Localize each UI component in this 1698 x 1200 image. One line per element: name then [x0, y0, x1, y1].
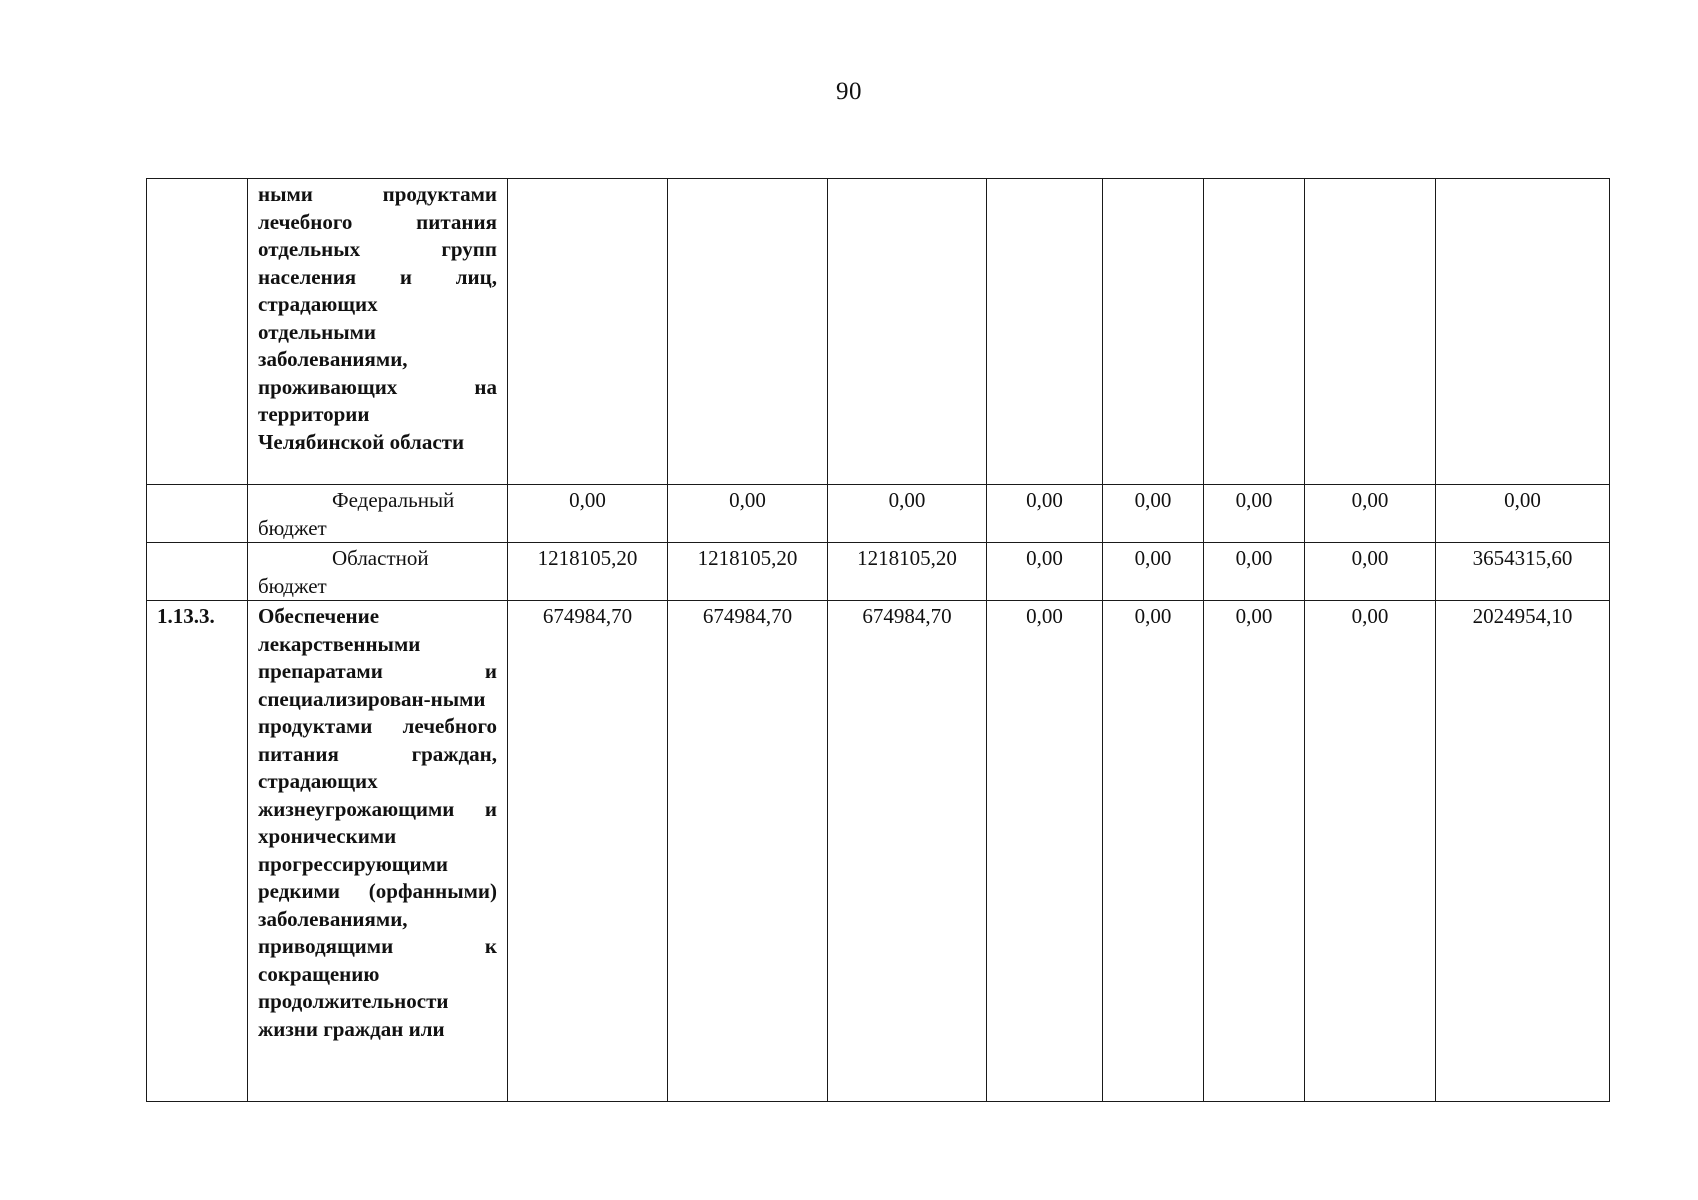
page-number: 90 [836, 78, 862, 105]
item-code-cell [147, 485, 248, 543]
total-cell: 0,00 [1436, 485, 1610, 543]
funding-source-label: Федеральный [332, 488, 455, 512]
value-cell: 674984,70 [508, 601, 668, 1102]
value-cell [828, 179, 987, 485]
value-cell: 0,00 [1103, 601, 1204, 1102]
item-description-cell: ными продуктами лечебного питания отдельных групп населения и лиц, страдающих отдельными заболеваниями, проживающих на территории Челябинской области [248, 179, 508, 485]
total-cell: 2024954,10 [1436, 601, 1610, 1102]
table-row [147, 485, 1610, 543]
value-cell [1204, 179, 1305, 485]
total-cell: 3654315,60 [1436, 543, 1610, 601]
item-code-cell [147, 543, 248, 601]
value-cell: 0,00 [668, 485, 828, 543]
total-cell [1436, 179, 1610, 485]
funding-source-label-cont: бюджет [258, 515, 327, 540]
value-cell: 0,00 [508, 485, 668, 543]
value-cell: 0,00 [828, 485, 987, 543]
value-cell [1305, 179, 1436, 485]
item-code-cell: 1.13.3. [147, 601, 248, 1102]
value-cell: 1218105,20 [508, 543, 668, 601]
value-cell: 0,00 [987, 601, 1103, 1102]
item-description-cell: Обеспечение лекарственными препаратами и специализирован-ными продуктами лечебного питания граждан, страдающих жизнеугрожающими и хроническими прогрессирующими редкими (орфанными) заболеваниями, приводящими к сокращению продолжительности жизни граждан или [248, 601, 508, 1102]
value-cell: 0,00 [1103, 543, 1204, 601]
budget-table [146, 178, 1610, 1102]
value-cell: 0,00 [1204, 543, 1305, 601]
value-cell: 0,00 [1305, 601, 1436, 1102]
table-row [147, 179, 1610, 485]
value-cell: 0,00 [1103, 485, 1204, 543]
value-cell [668, 179, 828, 485]
value-cell: 674984,70 [828, 601, 987, 1102]
value-cell: 1218105,20 [828, 543, 987, 601]
value-cell [508, 179, 668, 485]
table-row [147, 601, 1610, 1102]
table-row [147, 543, 1610, 601]
value-cell: 674984,70 [668, 601, 828, 1102]
value-cell: 0,00 [1204, 601, 1305, 1102]
funding-source-cell [248, 485, 508, 543]
value-cell: 0,00 [1305, 543, 1436, 601]
value-cell: 0,00 [987, 543, 1103, 601]
value-cell: 0,00 [1204, 485, 1305, 543]
value-cell: 0,00 [1305, 485, 1436, 543]
value-cell [987, 179, 1103, 485]
funding-source-cell [248, 543, 508, 601]
value-cell [1103, 179, 1204, 485]
funding-source-label-cont: бюджет [258, 573, 327, 598]
item-code-cell [147, 179, 248, 485]
value-cell: 0,00 [987, 485, 1103, 543]
funding-source-label: Областной [332, 546, 429, 570]
value-cell: 1218105,20 [668, 543, 828, 601]
